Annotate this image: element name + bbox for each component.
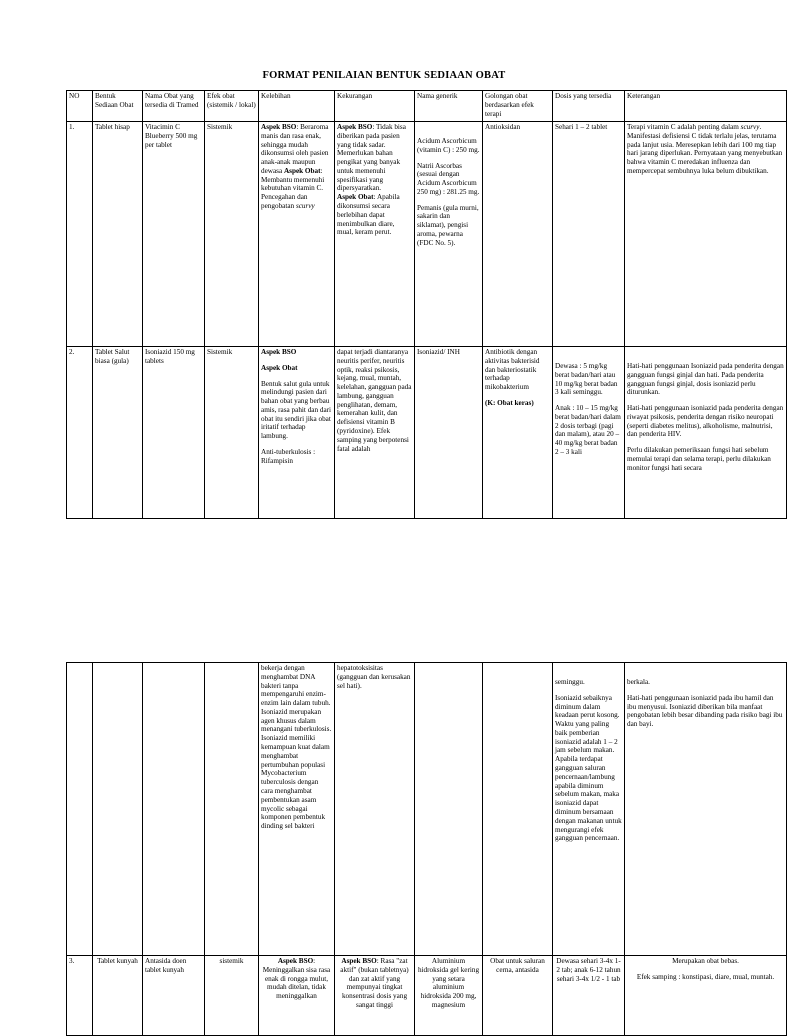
keterangan	[625, 347, 787, 519]
nama-obat: Antasida doen tablet kunyah	[143, 956, 205, 1036]
keterangan	[625, 956, 787, 1036]
aspek-obat-label: Aspek Obat	[283, 166, 321, 175]
efek-obat: sistemik	[205, 956, 259, 1036]
nama-obat: Isoniazid 150 mg tablets	[143, 347, 205, 519]
keterangan-text: Terapi vitamin C adalah penting dalam	[627, 123, 739, 131]
kelebihan-text: Bentuk salut gula untuk melindungi pasien dari bahan obat yang berbau amis, rasa pahit dan dari obat itu sendiri jika obat iritatif terhadap lambung.	[261, 379, 332, 441]
golongan-obat: Antioksidan	[483, 122, 553, 347]
dosis-anak: Anak : 10 – 15 mg/kg berat badan/hari dalam 2 dosis terbagi (pagi dan malam), atau 20 – 40 mg/kg berat badan 2 – 3 kali	[555, 404, 621, 457]
kekurangan	[335, 122, 415, 347]
aspek-bso-label: Aspek BSO	[337, 123, 373, 131]
aspek-bso-text: : Meninggalkan sisa rasa enak di rongga mulut, mudah ditelan, tidak meninggalkan	[262, 957, 331, 1001]
keterangan-text-2: . Manifestasi defisiensi C tidak terlalu jelas, terutama pada lanjut usia. Meresepkan lebih dari 100 mg tiap hari jarang diperlukan. Pernyataan yang menyebutkan bahwa vitamin C meredakan influenza dan mempercepat sembuhnya luka belum dibuktikan.	[627, 123, 783, 175]
aspek-bso-label: Aspek BSO	[261, 348, 297, 356]
keterangan-text: Hati-hati penggunaan Isoniazid pada penderita dengan gangguan fungsi ginjal dan hati. Pada penderita gangguan fungsi ginjal, dosis isoniazid perlu diturunkan.	[627, 362, 784, 397]
generik-komposisi-1: Acidum Ascorbicum (vitamin C) : 250 mg.	[417, 137, 480, 154]
drug-assessment-table-continued	[66, 662, 787, 1036]
kelebihan	[259, 956, 335, 1036]
golongan-obat	[483, 347, 553, 519]
bentuk-sediaan: Tablet kunyah	[93, 956, 143, 1036]
aspek-bso-text: : Beraroma manis dan rasa enak, sehingga mudah dikonsumsi oleh pasien anak-anak maupun dewasa	[261, 123, 329, 175]
efek-obat: Sistemik	[205, 122, 259, 347]
header-kekurangan: Kekurangan	[335, 91, 415, 122]
golongan-obat: Obat untuk saluran cerna, antasida	[483, 956, 553, 1036]
keterangan-italic-term: scurvy	[740, 123, 760, 131]
keterangan	[625, 122, 787, 347]
kekurangan: dapat terjadi diantaranya neuritis perifer, neuritis optik, reaksi psikosis, kejang, mual, muntah, kelelahan, gangguan pada lambung, gangguan penglihatan, demam, kemerahan kulit, dan defisiensi vitamin B (pyridoxine). Efek samping yang berpotensi fatal adalah	[335, 347, 415, 519]
generik-komposisi-3: Pemanis (gula murni, sakarin dan siklamat), pengisi aroma, pewarna (FDC No. 5).	[417, 203, 479, 247]
nama-obat: Vitacimin C Blueberry 500 mg per tablet	[143, 122, 205, 347]
table-header-row	[67, 91, 787, 122]
aspek-obat-text: : Membantu memenuhi kebutuhan vitamin C. Pencegahan dan pengobatan	[261, 166, 325, 211]
dosis-text: seminggu.	[555, 678, 585, 686]
kelebihan	[259, 122, 335, 347]
row-number: 1.	[67, 122, 93, 347]
aspek-obat-label: Aspek Obat	[261, 363, 298, 372]
dosis-dewasa: Dewasa : 5 mg/kg berat badan/hari atau 10 mg/kg berat badan 3 kali seminggu.	[555, 362, 618, 397]
keterangan	[625, 663, 787, 956]
header-no: NO	[67, 91, 93, 122]
dosis	[553, 663, 625, 956]
kekurangan: hepatotoksisitas (gangguan dan kerusakan sel hati).	[335, 663, 415, 956]
keterangan-text-2: Hati-hati penggunaan isoniazid pada ibu hamil dan ibu menyusui. Isoniazid diberikan bila manfaat pengobatan lebih besar dibanding pada risiko bagi ibu dan bayi.	[627, 693, 783, 729]
aspek-bso-label: Aspek BSO	[341, 957, 377, 965]
kelebihan	[259, 347, 335, 519]
bentuk-sediaan: Tablet hisap	[93, 122, 143, 347]
nama-generik: Isoniazid/ INH	[415, 347, 483, 519]
kekurangan	[335, 956, 415, 1036]
table-row	[67, 347, 787, 519]
row-number: 2.	[67, 347, 93, 519]
dosis: Sehari 1 – 2 tablet	[553, 122, 625, 347]
row-number: 3.	[67, 956, 93, 1036]
header-bentuk-sediaan: Bentuk Sediaan Obat	[93, 91, 143, 122]
header-nama-generik: Nama generik	[415, 91, 483, 122]
efek-obat: Sistemik	[205, 347, 259, 519]
header-kelebihan: Kelebihan	[259, 91, 335, 122]
kelebihan-text-2: Anti-tuberkulosis : Rifampisin	[261, 448, 316, 465]
aspek-obat-label: Aspek Obat	[337, 193, 374, 202]
table-row	[67, 956, 787, 1036]
keterangan-text-2: Efek samping : konstipasi, diare, mual, muntah.	[636, 972, 775, 981]
aspek-bso-text-2: Memerlukan bahan pengikat yang banyak untuk memenuhi spesifikasi yang dipersyaratkan.	[337, 149, 401, 193]
bentuk-sediaan: Tablet Salut biasa (gula)	[93, 347, 143, 519]
aspek-bso-text: : Tidak bisa diberikan pada pasien yang tidak sadar.	[337, 123, 406, 149]
header-efek-obat: Efek obat (sistemik / lokal)	[205, 91, 259, 122]
scurvy-term: scurvy	[295, 202, 315, 211]
golongan-class: (K: Obat keras)	[485, 398, 534, 407]
keterangan-text: Merupakan obat bebas.	[672, 957, 739, 965]
header-keterangan: Keterangan	[625, 91, 787, 122]
keterangan-text-2: Hati-hati penggunaan isoniazid pada penderita dengan riwayat psikosis, penderita dengan risiko neuropati (seperti diabetes melitus), alkoholisme, malnutrisi, dan penderita HIV.	[627, 404, 784, 439]
dosis: Dewasa sehari 3-4x 1-2 tab; anak 6-12 tahun sehari 3-4x 1/2 - 1 tab	[553, 956, 625, 1036]
drug-assessment-table	[66, 90, 787, 519]
generik-komposisi-2: Natrii Ascorbas (sesuai dengan Acidum Ascorbicum 250 mg) : 281.25 mg.	[417, 161, 480, 196]
header-golongan-obat: Golongan obat berdasarkan efek terapi	[483, 91, 553, 122]
aspek-bso-text: : Rasa "zat aktif" (bukan tabletnya) dan zat aktif yang mempunyai tingkat konsentrasi dosis yang sangat tinggi	[340, 957, 409, 1009]
keterangan-text-3: Perlu dilakukan pemeriksaan fungsi hati sebelum memulai terapi dan selama terapi, perlu dilakukan monitor fungsi hati secara	[627, 446, 771, 472]
header-dosis: Dosis yang tersedia	[553, 91, 625, 122]
aspek-bso-label: Aspek BSO	[277, 957, 314, 965]
document-title: FORMAT PENILAIAN BENTUK SEDIAAN OBAT	[262, 70, 506, 81]
header-nama-obat: Nama Obat yang tersedia di Tramed	[143, 91, 205, 122]
nama-generik	[415, 122, 483, 347]
table-row	[67, 663, 787, 956]
dosis-text-2: Isoniazid sebaiknya diminum dalam keadaan perut kosong. Waktu yang paling baik pemberian isoniazid adalah 1 – 2 jam sebelum makan. Apabila terdapat gangguan saluran pencernaan/lambung apabila diminum sebelum makan, maka isoniazid dapat diminum bersamaan dengan makanan untuk mengurangi efek gangguan pencernaan.	[555, 693, 622, 843]
aspek-bso-label: Aspek BSO	[261, 123, 297, 131]
nama-generik: Aluminium hidroksida gel kering yang setara aluminium hidroksida 200 mg, magnesium	[415, 956, 483, 1036]
golongan-text: Antibiotik dengan aktivitas bakterisid dan bakteriostatik terhadap mikobakterium	[485, 348, 540, 392]
table-row	[67, 122, 787, 347]
dosis	[553, 347, 625, 519]
keterangan-text: berkala.	[627, 678, 650, 686]
kelebihan: bekerja dengan menghambat DNA bakteri tanpa mempengaruhi enzim-enzim lain dalam tubuh. Isoniazid merupakan agen khusus dalam menangani tuberkulosis. Isoniazid memiliki kemampuan kuat dalam menghambat pertumbuhan populasi Mycobacterium tuberculosis dengan cara menghambat pembentukan asam mycolic sebagai komponen pembentuk dinding sel bakteri	[259, 663, 335, 956]
aspek-obat-text: : Apabila dikonsumsi secara berlebihan dapat menimbulkan diare, mual, keram perut.	[337, 193, 400, 237]
